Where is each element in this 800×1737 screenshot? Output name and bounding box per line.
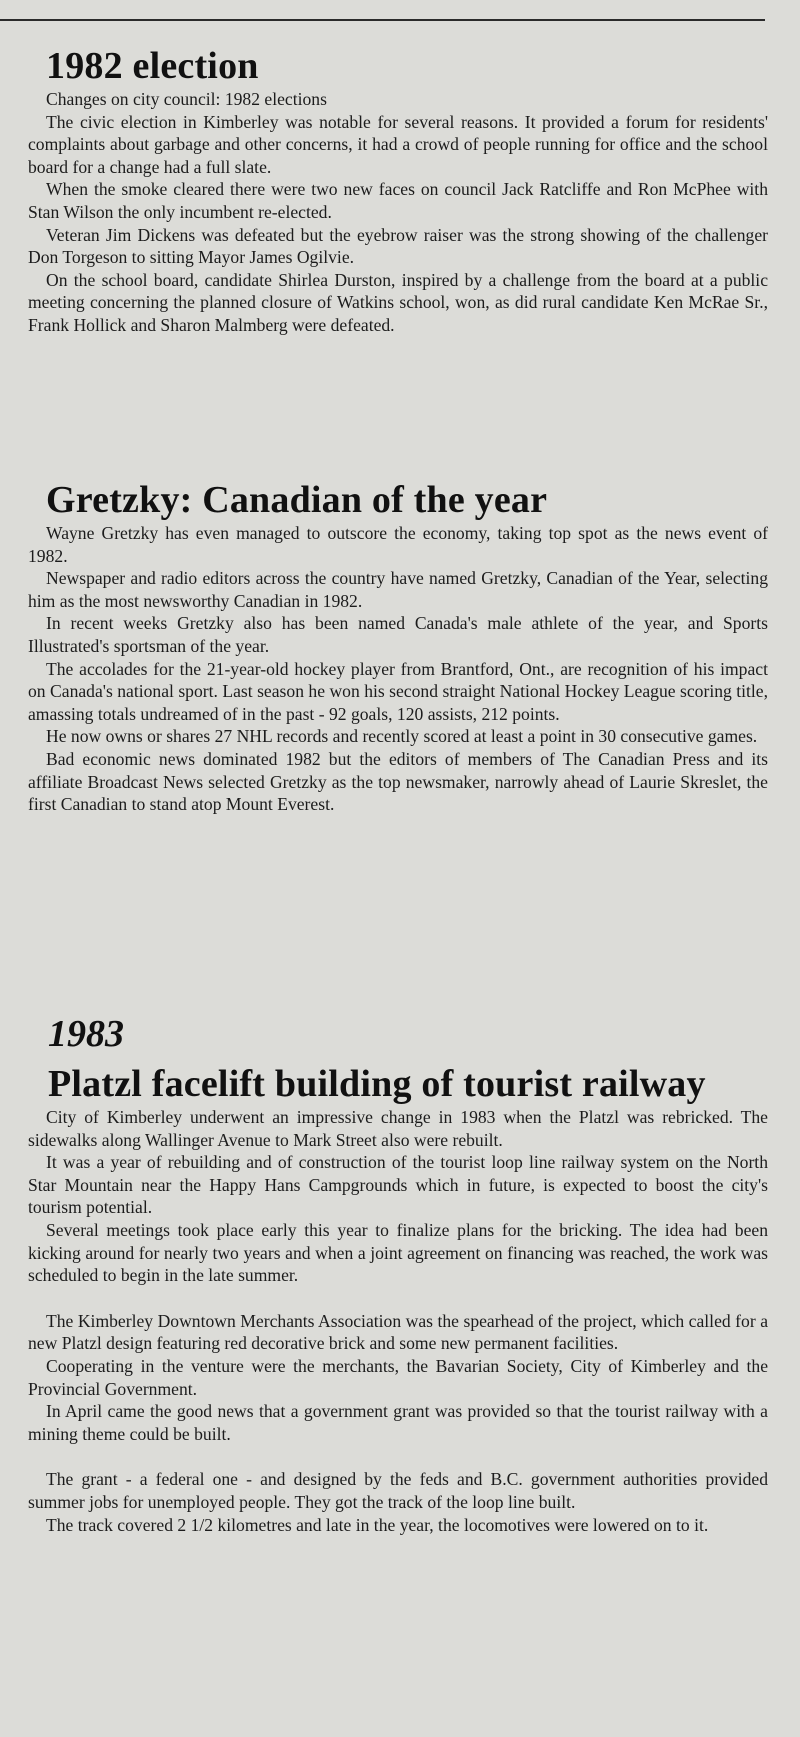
headline: Platzl facelift building of tourist railway xyxy=(48,1063,706,1105)
article-platzl-facelift xyxy=(28,1012,768,1536)
year-heading: 1983 xyxy=(48,1013,124,1055)
article-1982-election xyxy=(28,44,768,337)
subheadline: Changes on city council: 1982 elections xyxy=(46,89,327,109)
paragraph: Veteran Jim Dickens was defeated but the eyebrow raiser was the strong showing of the challenger Don Torgeson to sitting Mayor James Ogilvie. xyxy=(28,224,768,268)
top-rule xyxy=(0,19,765,21)
paragraph: On the school board, candidate Shirlea Durston, inspired by a challenge from the board at a public meeting concerning the planned closure of Watkins school, won, as did rural candidate Ken McRae Sr., Frank Hollick and Sharon Malmberg were defeated. xyxy=(28,269,768,335)
paragraph: The Kimberley Downtown Merchants Association was the spearhead of the project, which called for a new Platzl design featuring red decorative brick and some new permanent facilities. xyxy=(28,1310,768,1354)
paragraph: The civic election in Kimberley was notable for several reasons. It provided a forum for residents' complaints about garbage and other concerns, it had a crowd of people running for office and the school board for a change had a full slate. xyxy=(28,111,768,177)
paragraph: Bad economic news dominated 1982 but the editors of members of The Canadian Press and its affiliate Broadcast News selected Gretzky as the top newsmaker, narrowly ahead of Laurie Skreslet, the first Canadian to stand atop Mount Everest. xyxy=(28,748,768,815)
paragraph: Wayne Gretzky has even managed to outscore the economy, taking top spot as the news event of 1982. xyxy=(28,523,768,566)
paragraph: He now owns or shares 27 NHL records and recently scored at least a point in 30 consecutive games. xyxy=(46,726,758,747)
paragraph: Several meetings took place early this year to finalize plans for the bricking. The idea had been kicking around for nearly two years and when a joint agreement on financing was reached, the work was scheduled to begin in the late summer. xyxy=(28,1219,768,1286)
paragraph: In April came the good news that a government grant was provided so that the tourist railway with a mining theme could be built. xyxy=(28,1401,768,1444)
paragraph-gap xyxy=(28,1445,768,1468)
paragraph: The accolades for the 21-year-old hockey player from Brantford, Ont., are recognition of his impact on Canada's national sport. Last season he won his second straight National Hockey League scoring title, amassing totals undreamed of in the past - 92 goals, 120 assists, 212 points. xyxy=(28,658,768,724)
paragraph: It was a year of rebuilding and of construction of the tourist loop line railway system on the North Star Mountain near the Happy Hans Campgrounds which in future, is expected to boost the city's tourism potential. xyxy=(28,1152,768,1218)
paragraph: When the smoke cleared there were two new faces on council Jack Ratcliffe and Ron McPhee with Stan Wilson the only incumbent re-elected. xyxy=(28,179,768,222)
paragraph: The grant - a federal one - and designed by the feds and B.C. government authorities provided summer jobs for unemployed people. They got the track of the loop line built. xyxy=(28,1469,768,1512)
paragraph: City of Kimberley underwent an impressive change in 1983 when the Platzl was rebricked. The sidewalks along Wallinger Avenue to Mark Street also were rebuilt. xyxy=(28,1107,768,1150)
paragraph: Newspaper and radio editors across the country have named Gretzky, Canadian of the Year, selecting him as the most newsworthy Canadian in 1982. xyxy=(28,568,768,611)
paragraph: In recent weeks Gretzky also has been named Canada's male athlete of the year, and Sports Illustrated's sportsman of the year. xyxy=(28,613,768,656)
headline: Gretzky: Canadian of the year xyxy=(46,479,548,521)
paragraph: The track covered 2 1/2 kilometres and late in the year, the locomotives were lowered on to it. xyxy=(46,1514,709,1535)
headline: 1982 election xyxy=(46,45,259,87)
paragraph: Cooperating in the venture were the merchants, the Bavarian Society, City of Kimberley and the Provincial Government. xyxy=(28,1355,768,1399)
article-gretzky xyxy=(28,478,768,816)
paragraph-gap xyxy=(28,1287,768,1310)
